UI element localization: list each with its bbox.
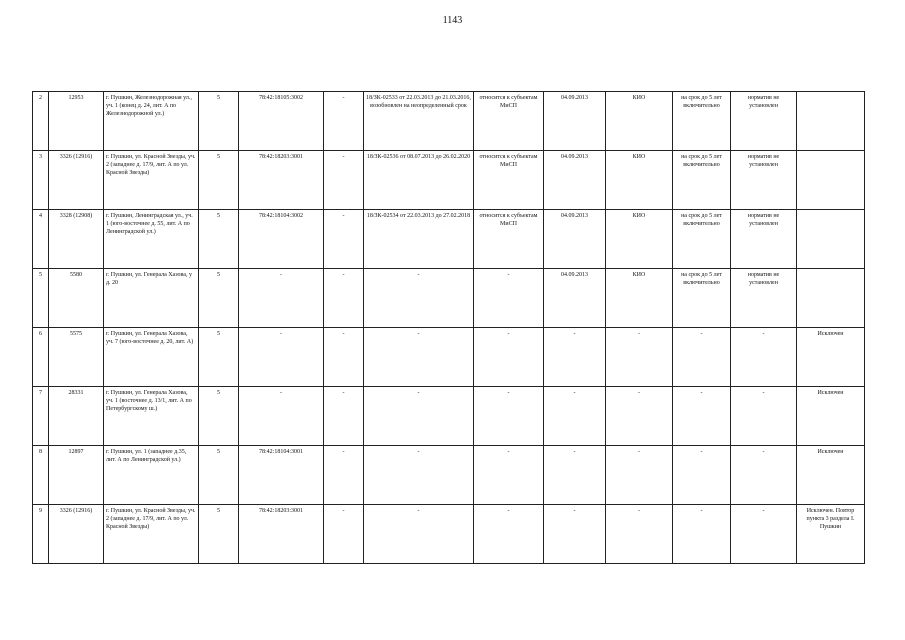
authority-cell: - — [606, 328, 673, 387]
cadastral-number: - — [239, 328, 324, 387]
note-cell — [797, 92, 865, 151]
cadastral-number: 78:42:18203:3001 — [239, 505, 324, 564]
authority-cell: - — [606, 446, 673, 505]
address-cell: г. Пушкин, Ленинградская ул., уч. 1 (юго-восточнее д. 55, лит. А по Ленинградской ул.) — [104, 210, 199, 269]
category-cell: - — [474, 505, 544, 564]
address-cell: г. Пушкин, ул. Генерала Хазова, у д. 20 — [104, 269, 199, 328]
norm-cell: - — [731, 446, 797, 505]
date-cell: - — [544, 387, 606, 446]
date-cell: - — [544, 328, 606, 387]
category-cell: - — [474, 387, 544, 446]
object-id: 5580 — [49, 269, 104, 328]
term-cell: - — [673, 446, 731, 505]
contract-cell: - — [364, 328, 474, 387]
table-row — [33, 269, 865, 328]
zone-cell: 5 — [199, 210, 239, 269]
contract-cell: 18/ЗК-02533 от 22.03.2013 до 21.03.2016, возобновлен на неопределенный срок — [364, 92, 474, 151]
note-cell — [797, 210, 865, 269]
zone-cell: 5 — [199, 505, 239, 564]
authority-cell: КИО — [606, 269, 673, 328]
cadastral-number: 78:42:18105:3002 — [239, 92, 324, 151]
contract-cell: - — [364, 505, 474, 564]
term-cell: на срок до 5 лет включительно — [673, 210, 731, 269]
category-cell: - — [474, 446, 544, 505]
note-cell — [797, 269, 865, 328]
norm-cell: норматив не установлен — [731, 92, 797, 151]
dash-cell: - — [324, 505, 364, 564]
page-number: 1143 — [442, 15, 463, 26]
norm-cell: норматив не установлен — [731, 151, 797, 210]
authority-cell: - — [606, 505, 673, 564]
dash-cell: - — [324, 269, 364, 328]
norm-cell: - — [731, 328, 797, 387]
norm-cell: - — [731, 505, 797, 564]
object-id: 3326 (12916) — [49, 505, 104, 564]
table-row — [33, 387, 865, 446]
date-cell: - — [544, 446, 606, 505]
object-id: 3326 (12916) — [49, 151, 104, 210]
zone-cell: 5 — [199, 387, 239, 446]
address-cell: г. Пушкин, ул. 1 (западнее д.35, лит. А по Ленинградской ул.) — [104, 446, 199, 505]
date-cell: 04.09.2013 — [544, 151, 606, 210]
term-cell: на срок до 5 лет включительно — [673, 92, 731, 151]
table-row — [33, 446, 865, 505]
note-cell — [797, 151, 865, 210]
category-cell: - — [474, 269, 544, 328]
contract-cell: 18/ЗК-02534 от 22.03.2013 до 27.02.2018 — [364, 210, 474, 269]
note-cell: Исключен — [797, 446, 865, 505]
authority-cell: КИО — [606, 151, 673, 210]
authority-cell: КИО — [606, 92, 673, 151]
contract-cell: 18/ЗК-02536 от 08.07.2013 до 26.02.2020 — [364, 151, 474, 210]
cadastral-number: - — [239, 269, 324, 328]
norm-cell: норматив не установлен — [731, 269, 797, 328]
address-cell: г. Пушкин, ул. Красной Звезды, уч. 2 (западнее д. 17/9, лит. А по ул. Красной Звезды) — [104, 505, 199, 564]
address-cell: г. Пушкин, Железнодорожная ул., уч. 1 (конец д. 24, лит. А по Железнодорожной ул.) — [104, 92, 199, 151]
note-cell: Исключен — [797, 387, 865, 446]
registry-table — [32, 91, 865, 564]
address-cell: г. Пушкин, ул. Красной Звезды, уч. 2 (западнее д. 17/9, лит. А по ул. Красной Звезды) — [104, 151, 199, 210]
date-cell: 04.09.2013 — [544, 210, 606, 269]
note-cell: Исключен — [797, 328, 865, 387]
object-id: 3328 (12908) — [49, 210, 104, 269]
category-cell: - — [474, 328, 544, 387]
table-row — [33, 505, 865, 564]
row-number: 5 — [33, 269, 49, 328]
address-cell: г. Пушкин, ул. Генерала Хазова, уч. 1 (восточнее д. 13/1, лит. А по Петербургскому ш.) — [104, 387, 199, 446]
zone-cell: 5 — [199, 328, 239, 387]
date-cell: 04.09.2013 — [544, 269, 606, 328]
authority-cell: - — [606, 387, 673, 446]
row-number: 6 — [33, 328, 49, 387]
row-number: 3 — [33, 151, 49, 210]
cadastral-number: 78:42:18104:3002 — [239, 210, 324, 269]
object-id: 5575 — [49, 328, 104, 387]
row-number: 4 — [33, 210, 49, 269]
category-cell: относится к субъектам МиСП — [474, 210, 544, 269]
contract-cell: - — [364, 446, 474, 505]
dash-cell: - — [324, 328, 364, 387]
row-number: 9 — [33, 505, 49, 564]
norm-cell: - — [731, 387, 797, 446]
dash-cell: - — [324, 446, 364, 505]
category-cell: относится к субъектам МиСП — [474, 151, 544, 210]
dash-cell: - — [324, 387, 364, 446]
table-row — [33, 151, 865, 210]
object-id: 12953 — [49, 92, 104, 151]
term-cell: - — [673, 505, 731, 564]
table-row — [33, 328, 865, 387]
zone-cell: 5 — [199, 446, 239, 505]
date-cell: - — [544, 505, 606, 564]
zone-cell: 5 — [199, 269, 239, 328]
norm-cell: норматив не установлен — [731, 210, 797, 269]
object-id: 28331 — [49, 387, 104, 446]
term-cell: на срок до 5 лет включительно — [673, 151, 731, 210]
table-row — [33, 92, 865, 151]
zone-cell: 5 — [199, 92, 239, 151]
row-number: 7 — [33, 387, 49, 446]
contract-cell: - — [364, 269, 474, 328]
dash-cell: - — [324, 210, 364, 269]
term-cell: - — [673, 328, 731, 387]
object-id: 12897 — [49, 446, 104, 505]
row-number: 2 — [33, 92, 49, 151]
table-row — [33, 210, 865, 269]
dash-cell: - — [324, 92, 364, 151]
authority-cell: КИО — [606, 210, 673, 269]
address-cell: г. Пушкин, ул. Генерала Хазова, уч. 7 (юго-восточнее д. 20, лит. А) — [104, 328, 199, 387]
category-cell: относится к субъектам МиСП — [474, 92, 544, 151]
zone-cell: 5 — [199, 151, 239, 210]
cadastral-number: 78:42:18104:3001 — [239, 446, 324, 505]
dash-cell: - — [324, 151, 364, 210]
cadastral-number: - — [239, 387, 324, 446]
term-cell: - — [673, 387, 731, 446]
contract-cell: - — [364, 387, 474, 446]
date-cell: 04.09.2013 — [544, 92, 606, 151]
note-cell: Исключен. Повтор пункта 3 раздела I. Пушкин — [797, 505, 865, 564]
cadastral-number: 78:42:18203:3001 — [239, 151, 324, 210]
term-cell: на срок до 5 лет включительно — [673, 269, 731, 328]
row-number: 8 — [33, 446, 49, 505]
